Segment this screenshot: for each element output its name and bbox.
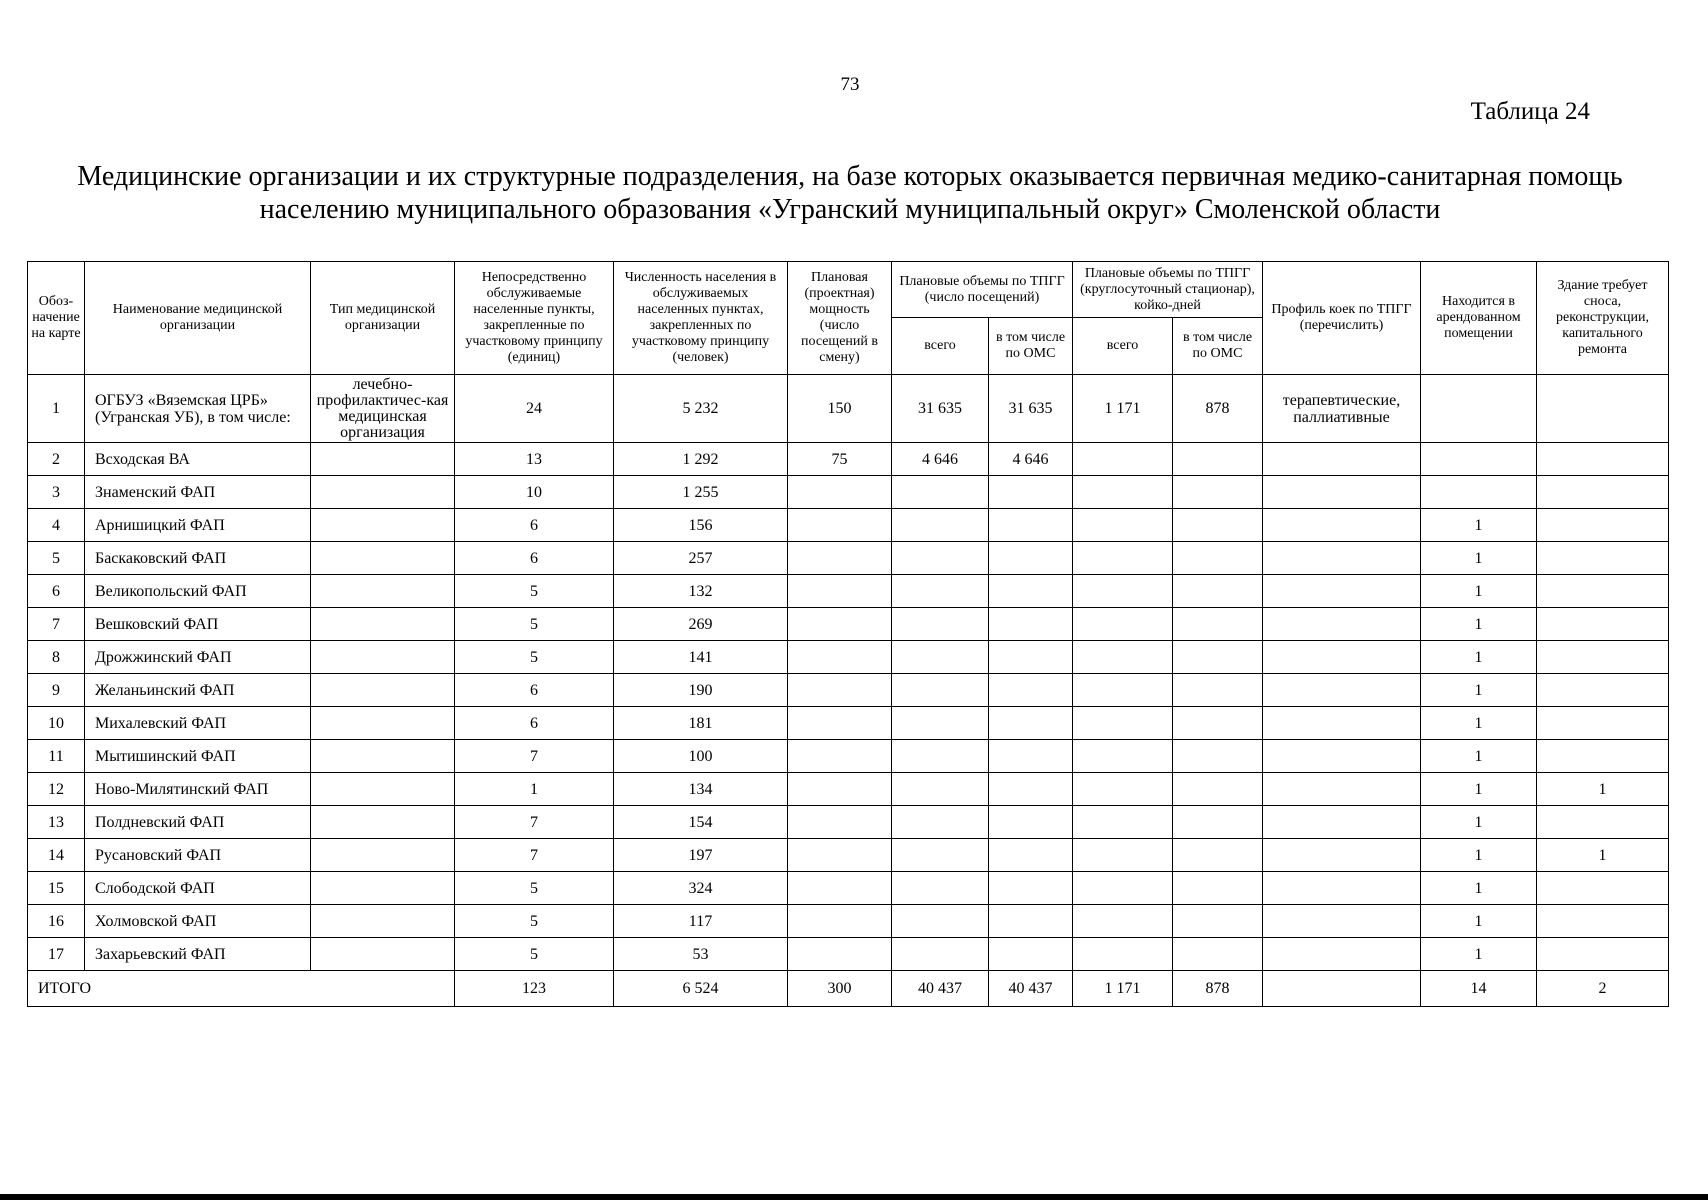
row-visits-oms: [989, 839, 1073, 872]
row-repair: [1537, 542, 1669, 575]
table-row: [28, 938, 1669, 971]
row-type: [311, 641, 455, 674]
header-visits-total: всего: [892, 318, 989, 375]
header-settlements: Непосредственно обслуживаемые населенные пункты, закрепленные по участковому принципу (единиц): [455, 262, 614, 375]
table-header: [28, 262, 1669, 375]
row-number: 15: [28, 872, 85, 905]
row-type: [311, 938, 455, 971]
row-visits-total: [892, 806, 989, 839]
row-beds-oms: [1173, 707, 1263, 740]
row-beds-oms: [1173, 509, 1263, 542]
row-rented: [1421, 375, 1537, 443]
row-rented: 1: [1421, 938, 1537, 971]
row-settlements: 5: [455, 641, 614, 674]
row-type: [311, 707, 455, 740]
table-row: [28, 509, 1669, 542]
row-number: 5: [28, 542, 85, 575]
row-repair: [1537, 674, 1669, 707]
row-capacity: [788, 476, 892, 509]
row-capacity: [788, 575, 892, 608]
row-profile: [1263, 872, 1421, 905]
row-settlements: 13: [455, 443, 614, 476]
row-visits-oms: 4 646: [989, 443, 1073, 476]
row-capacity: [788, 707, 892, 740]
row-number: 12: [28, 773, 85, 806]
row-profile: [1263, 806, 1421, 839]
row-profile: [1263, 839, 1421, 872]
row-type: [311, 806, 455, 839]
row-number: 16: [28, 905, 85, 938]
row-beds-total: [1073, 905, 1173, 938]
row-beds-oms: [1173, 575, 1263, 608]
row-beds-oms: [1173, 905, 1263, 938]
header-needs-repair: Здание требует сноса, реконструкции, капитального ремонта: [1537, 262, 1669, 375]
row-beds-oms: [1173, 608, 1263, 641]
row-rented: 1: [1421, 872, 1537, 905]
row-beds-oms: 878: [1173, 375, 1263, 443]
row-name: ОГБУЗ «Вяземская ЦРБ» (Угранская УБ), в том числе:: [85, 375, 311, 443]
row-repair: [1537, 872, 1669, 905]
row-type: [311, 839, 455, 872]
row-number: 1: [28, 375, 85, 443]
header-rented: Находится в арендованном помещении: [1421, 262, 1537, 375]
header-bed-days-group: Плановые объемы по ТПГГ (круглосуточный стационар), койко-дней: [1073, 262, 1263, 318]
table-label: Таблица 24: [1470, 98, 1590, 125]
row-number: 13: [28, 806, 85, 839]
header-beds-oms: в том числе по ОМС: [1173, 318, 1263, 375]
header-beds-total: всего: [1073, 318, 1173, 375]
row-settlements: 5: [455, 905, 614, 938]
row-type: [311, 674, 455, 707]
row-visits-total: 4 646: [892, 443, 989, 476]
row-visits-oms: [989, 806, 1073, 839]
row-rented: 1: [1421, 905, 1537, 938]
table-row: [28, 740, 1669, 773]
row-capacity: [788, 839, 892, 872]
row-rented: 1: [1421, 773, 1537, 806]
document-title: [40, 160, 1660, 226]
row-beds-oms: [1173, 542, 1263, 575]
row-settlements: 5: [455, 872, 614, 905]
table-row: [28, 476, 1669, 509]
table-row: [28, 608, 1669, 641]
row-profile: [1263, 608, 1421, 641]
row-population: 154: [614, 806, 788, 839]
row-settlements: 24: [455, 375, 614, 443]
row-repair: [1537, 443, 1669, 476]
row-beds-total: [1073, 707, 1173, 740]
row-beds-oms: [1173, 773, 1263, 806]
row-name: Холмовской ФАП: [85, 905, 311, 938]
row-beds-total: [1073, 641, 1173, 674]
row-profile: [1263, 938, 1421, 971]
row-rented: 1: [1421, 740, 1537, 773]
row-repair: 1: [1537, 773, 1669, 806]
row-profile: [1263, 905, 1421, 938]
row-number: 10: [28, 707, 85, 740]
row-repair: [1537, 575, 1669, 608]
header-type: Тип медицинской организации: [311, 262, 455, 375]
row-settlements: 7: [455, 740, 614, 773]
row-settlements: 5: [455, 575, 614, 608]
row-visits-total: [892, 542, 989, 575]
row-settlements: 7: [455, 839, 614, 872]
row-repair: [1537, 641, 1669, 674]
row-visits-oms: 31 635: [989, 375, 1073, 443]
row-population: 117: [614, 905, 788, 938]
row-population: 5 232: [614, 375, 788, 443]
row-beds-total: [1073, 542, 1173, 575]
row-capacity: 150: [788, 375, 892, 443]
row-profile: [1263, 476, 1421, 509]
row-population: 257: [614, 542, 788, 575]
row-type: [311, 575, 455, 608]
table-row: [28, 773, 1669, 806]
row-capacity: [788, 509, 892, 542]
row-name: Михалевский ФАП: [85, 707, 311, 740]
row-beds-oms: [1173, 443, 1263, 476]
table-row: [28, 806, 1669, 839]
row-number: 9: [28, 674, 85, 707]
row-visits-total: [892, 641, 989, 674]
row-number: 8: [28, 641, 85, 674]
table-row: [28, 443, 1669, 476]
row-name: Ново-Милятинский ФАП: [85, 773, 311, 806]
row-rented: 1: [1421, 641, 1537, 674]
header-capacity: Плановая (проектная) мощность (число посещений в смену): [788, 262, 892, 375]
row-type: [311, 773, 455, 806]
row-beds-total: [1073, 806, 1173, 839]
row-settlements: 1: [455, 773, 614, 806]
scan-edge-border: [0, 1194, 1708, 1200]
row-beds-total: [1073, 839, 1173, 872]
row-name: Великопольский ФАП: [85, 575, 311, 608]
row-settlements: 6: [455, 509, 614, 542]
row-repair: 1: [1537, 839, 1669, 872]
row-profile: [1263, 542, 1421, 575]
row-visits-oms: [989, 707, 1073, 740]
row-population: 1 255: [614, 476, 788, 509]
row-settlements: 5: [455, 938, 614, 971]
row-type: [311, 509, 455, 542]
table-row: [28, 542, 1669, 575]
table-row: [28, 905, 1669, 938]
row-rented: 1: [1421, 707, 1537, 740]
row-name: Желаньинский ФАП: [85, 674, 311, 707]
row-beds-oms: [1173, 674, 1263, 707]
row-beds-oms: [1173, 839, 1263, 872]
row-population: 132: [614, 575, 788, 608]
row-visits-total: [892, 905, 989, 938]
row-capacity: [788, 806, 892, 839]
row-visits-oms: [989, 542, 1073, 575]
row-name: Баскаковский ФАП: [85, 542, 311, 575]
row-beds-oms: [1173, 476, 1263, 509]
row-type: [311, 443, 455, 476]
row-beds-oms: [1173, 740, 1263, 773]
row-profile: [1263, 443, 1421, 476]
row-profile: терапевтические, паллиативные: [1263, 375, 1421, 443]
page-number: 73: [840, 74, 860, 95]
row-number: 3: [28, 476, 85, 509]
row-profile: [1263, 773, 1421, 806]
total-repair: 2: [1537, 971, 1669, 1007]
row-visits-total: [892, 740, 989, 773]
row-repair: [1537, 905, 1669, 938]
row-rented: [1421, 476, 1537, 509]
row-name: Полдневский ФАП: [85, 806, 311, 839]
row-population: 141: [614, 641, 788, 674]
header-code: Обоз-начение на карте: [28, 262, 85, 375]
row-profile: [1263, 575, 1421, 608]
row-beds-total: [1073, 740, 1173, 773]
header-population: Численность населения в обслуживаемых населенных пунктах, закрепленных по участковому принципу (человек): [614, 262, 788, 375]
row-beds-total: [1073, 872, 1173, 905]
row-number: 17: [28, 938, 85, 971]
row-settlements: 7: [455, 806, 614, 839]
row-visits-total: [892, 608, 989, 641]
row-rented: 1: [1421, 509, 1537, 542]
row-visits-oms: [989, 575, 1073, 608]
row-population: 181: [614, 707, 788, 740]
row-type: [311, 905, 455, 938]
row-type: [311, 476, 455, 509]
row-type: лечебно-профилактичес-кая медицинская организация: [311, 375, 455, 443]
row-visits-oms: [989, 608, 1073, 641]
table-row: [28, 641, 1669, 674]
row-settlements: 6: [455, 674, 614, 707]
row-capacity: 75: [788, 443, 892, 476]
total-row: [28, 971, 1669, 1007]
row-repair: [1537, 740, 1669, 773]
row-profile: [1263, 674, 1421, 707]
row-beds-total: 1 171: [1073, 375, 1173, 443]
total-label: ИТОГО: [28, 971, 455, 1007]
row-name: Знаменский ФАП: [85, 476, 311, 509]
table-row: [28, 674, 1669, 707]
row-beds-total: [1073, 674, 1173, 707]
row-repair: [1537, 938, 1669, 971]
row-visits-total: [892, 575, 989, 608]
table-row: [28, 839, 1669, 872]
row-rented: 1: [1421, 839, 1537, 872]
row-visits-oms: [989, 509, 1073, 542]
row-repair: [1537, 806, 1669, 839]
row-population: 134: [614, 773, 788, 806]
row-repair: [1537, 476, 1669, 509]
total-rented: 14: [1421, 971, 1537, 1007]
row-beds-total: [1073, 509, 1173, 542]
row-capacity: [788, 641, 892, 674]
row-visits-oms: [989, 641, 1073, 674]
total-settlements: 123: [455, 971, 614, 1007]
organizations-table: [27, 261, 1669, 1007]
row-visits-total: [892, 872, 989, 905]
total-population: 6 524: [614, 971, 788, 1007]
row-name: Слободской ФАП: [85, 872, 311, 905]
title-line-1: Медицинские организации и их структурные подразделения, на базе которых оказывается первичная медико-санитарная помощь: [77, 161, 1623, 192]
row-number: 7: [28, 608, 85, 641]
total-profile: [1263, 971, 1421, 1007]
row-number: 2: [28, 443, 85, 476]
header-name: Наименование медицинской организации: [85, 262, 311, 375]
table-row: [28, 707, 1669, 740]
row-rented: 1: [1421, 575, 1537, 608]
row-visits-oms: [989, 905, 1073, 938]
row-name: Мытишинский ФАП: [85, 740, 311, 773]
total-beds-oms: 878: [1173, 971, 1263, 1007]
row-beds-total: [1073, 773, 1173, 806]
table-footer: [28, 971, 1669, 1007]
row-beds-total: [1073, 575, 1173, 608]
row-type: [311, 608, 455, 641]
row-population: 269: [614, 608, 788, 641]
table-body: [28, 375, 1669, 971]
row-population: 100: [614, 740, 788, 773]
row-visits-oms: [989, 476, 1073, 509]
row-rented: 1: [1421, 674, 1537, 707]
row-visits-total: [892, 476, 989, 509]
row-repair: [1537, 509, 1669, 542]
row-capacity: [788, 608, 892, 641]
row-settlements: 6: [455, 542, 614, 575]
row-name: Захарьевский ФАП: [85, 938, 311, 971]
row-settlements: 6: [455, 707, 614, 740]
row-capacity: [788, 773, 892, 806]
row-profile: [1263, 641, 1421, 674]
row-repair: [1537, 375, 1669, 443]
row-population: 53: [614, 938, 788, 971]
row-visits-total: [892, 674, 989, 707]
row-name: Арнишицкий ФАП: [85, 509, 311, 542]
row-beds-oms: [1173, 872, 1263, 905]
row-beds-oms: [1173, 938, 1263, 971]
row-visits-oms: [989, 740, 1073, 773]
row-visits-total: 31 635: [892, 375, 989, 443]
row-settlements: 10: [455, 476, 614, 509]
total-visits-oms: 40 437: [989, 971, 1073, 1007]
row-beds-oms: [1173, 806, 1263, 839]
row-name: Русановский ФАП: [85, 839, 311, 872]
total-visits-total: 40 437: [892, 971, 989, 1007]
row-visits-oms: [989, 674, 1073, 707]
row-visits-total: [892, 773, 989, 806]
row-rented: 1: [1421, 806, 1537, 839]
total-beds-total: 1 171: [1073, 971, 1173, 1007]
title-line-2: населению муниципального образования «Угранский муниципальный округ» Смоленской области: [259, 194, 1441, 225]
row-visits-total: [892, 509, 989, 542]
row-number: 11: [28, 740, 85, 773]
row-population: 324: [614, 872, 788, 905]
row-name: Всходская ВА: [85, 443, 311, 476]
row-capacity: [788, 542, 892, 575]
table-row: [28, 575, 1669, 608]
row-repair: [1537, 608, 1669, 641]
row-visits-oms: [989, 938, 1073, 971]
row-population: 197: [614, 839, 788, 872]
header-visits-oms: в том числе по ОМС: [989, 318, 1073, 375]
row-capacity: [788, 872, 892, 905]
row-number: 4: [28, 509, 85, 542]
table-row: [28, 375, 1669, 443]
row-capacity: [788, 674, 892, 707]
row-capacity: [788, 740, 892, 773]
row-beds-oms: [1173, 641, 1263, 674]
row-profile: [1263, 707, 1421, 740]
row-repair: [1537, 707, 1669, 740]
row-rented: 1: [1421, 608, 1537, 641]
row-population: 1 292: [614, 443, 788, 476]
row-rented: [1421, 443, 1537, 476]
row-number: 6: [28, 575, 85, 608]
row-visits-total: [892, 707, 989, 740]
row-visits-oms: [989, 773, 1073, 806]
row-type: [311, 872, 455, 905]
header-bed-profile: Профиль коек по ТПГГ (перечислить): [1263, 262, 1421, 375]
row-capacity: [788, 905, 892, 938]
row-visits-total: [892, 938, 989, 971]
row-visits-oms: [989, 872, 1073, 905]
row-profile: [1263, 740, 1421, 773]
row-capacity: [788, 938, 892, 971]
row-number: 14: [28, 839, 85, 872]
row-profile: [1263, 509, 1421, 542]
row-rented: 1: [1421, 542, 1537, 575]
row-name: Вешковский ФАП: [85, 608, 311, 641]
row-population: 156: [614, 509, 788, 542]
row-beds-total: [1073, 443, 1173, 476]
row-beds-total: [1073, 608, 1173, 641]
table-row: [28, 872, 1669, 905]
row-name: Дрожжинский ФАП: [85, 641, 311, 674]
row-beds-total: [1073, 476, 1173, 509]
row-population: 190: [614, 674, 788, 707]
row-beds-total: [1073, 938, 1173, 971]
row-visits-total: [892, 839, 989, 872]
row-settlements: 5: [455, 608, 614, 641]
row-type: [311, 740, 455, 773]
header-visits-group: Плановые объемы по ТПГГ (число посещений): [892, 262, 1073, 318]
row-type: [311, 542, 455, 575]
total-capacity: 300: [788, 971, 892, 1007]
